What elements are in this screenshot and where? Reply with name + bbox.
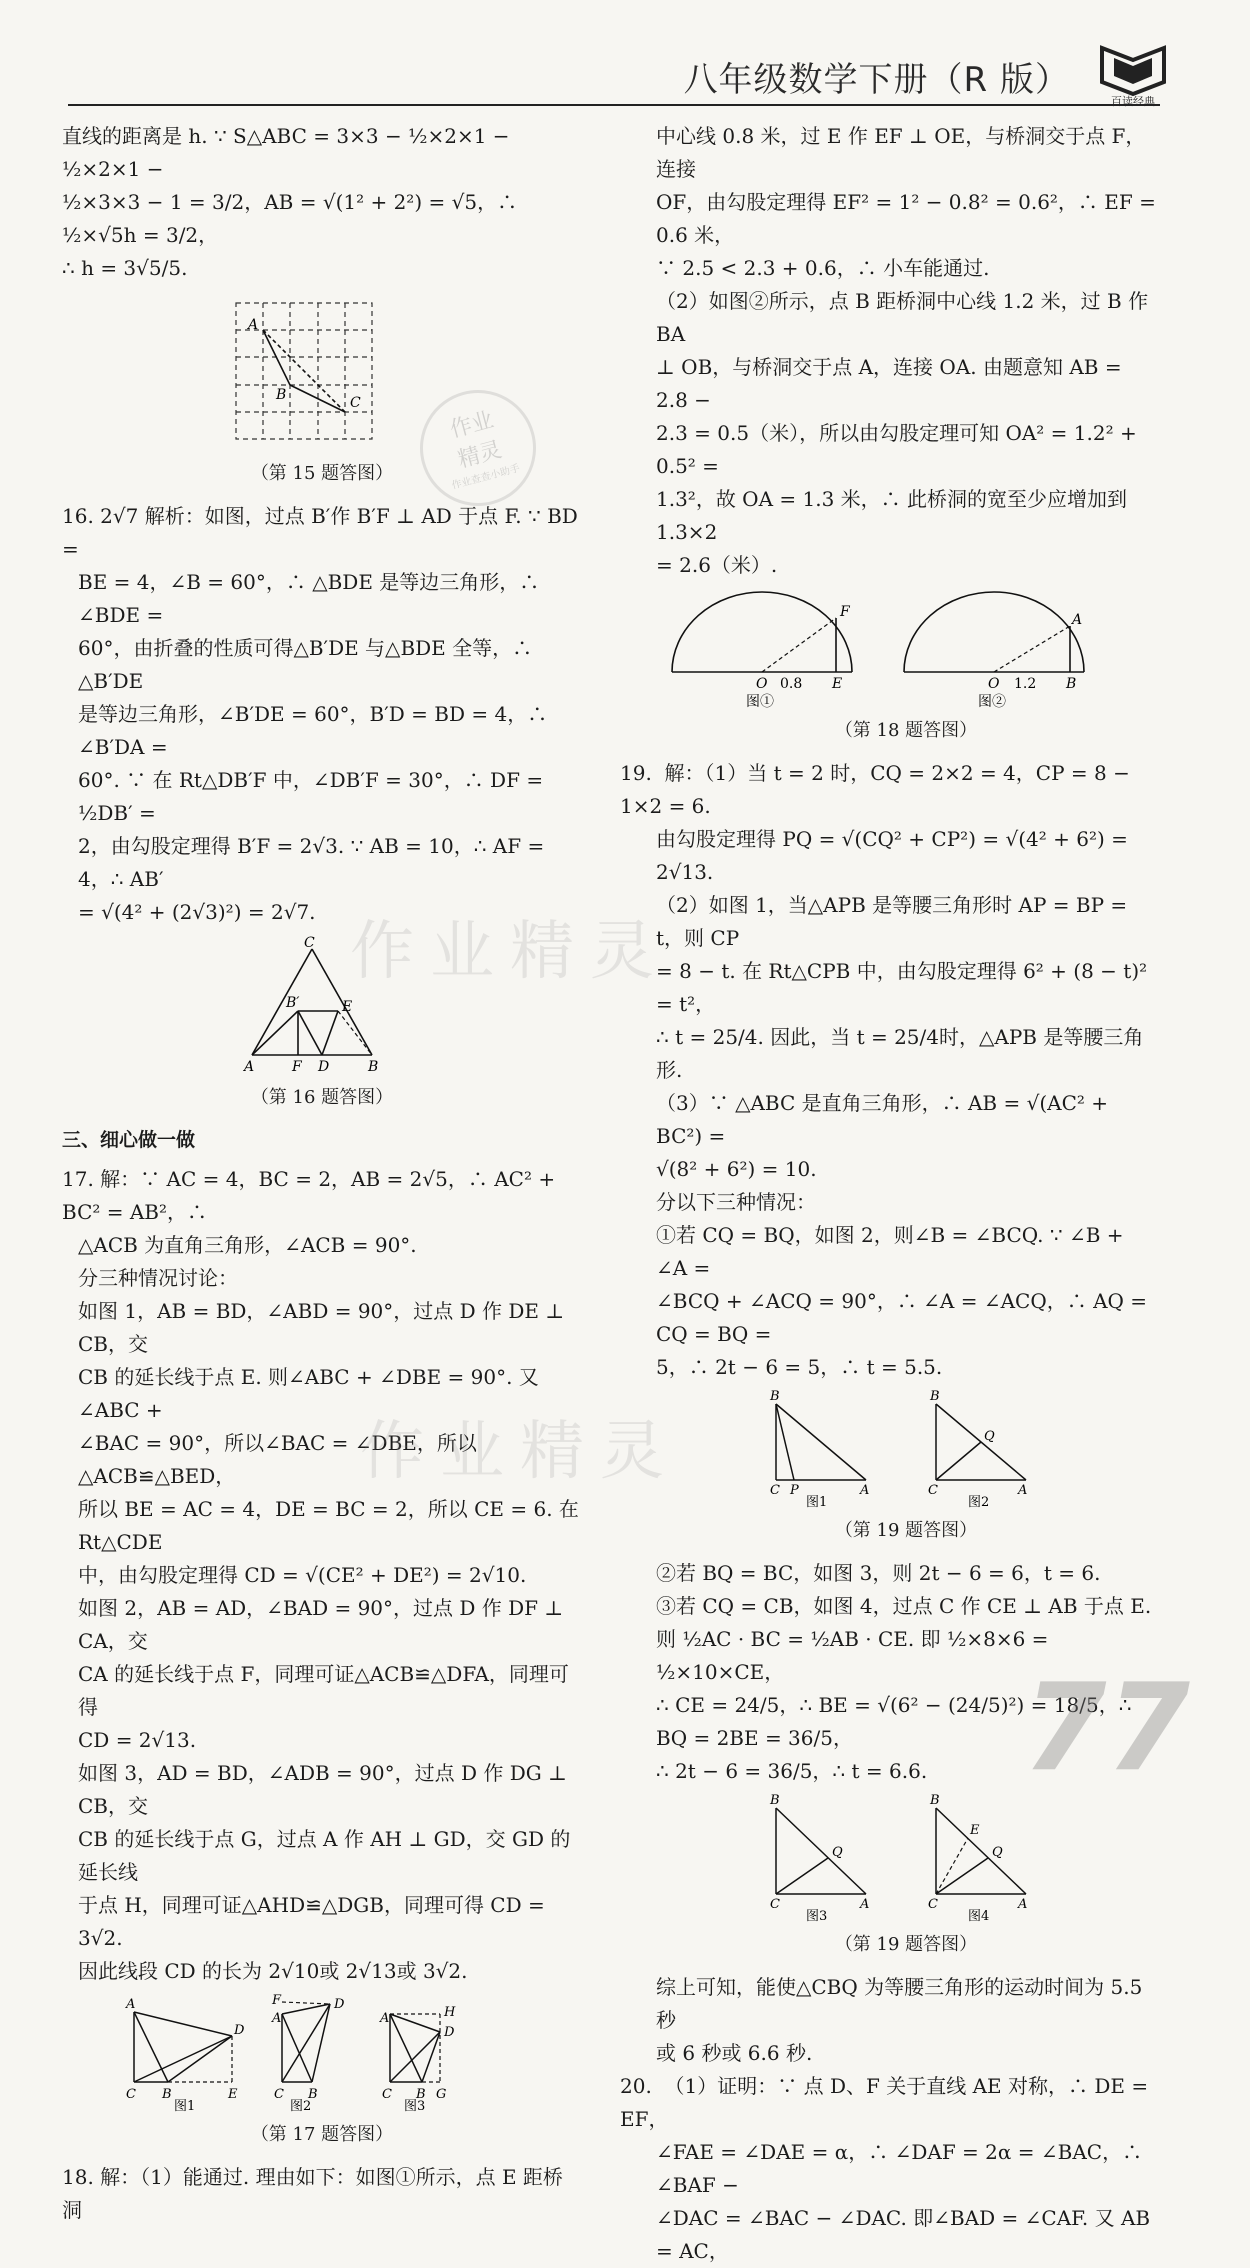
svg-text:B: B	[930, 1389, 940, 1404]
q18-line-1	[62, 2161, 582, 2227]
q18-line-7: 2.3 = 0.5（米），所以由勾股定理可知 OA² = 1.2² + 0.5² =	[656, 421, 1137, 478]
book-title: 八年级数学下册（R 版）	[683, 60, 1070, 100]
q19-line-14: 则 ½AC · BC = ½AB · CE. 即 ½×8×6 = ½×10×CE，	[656, 1627, 1049, 1684]
svg-text:P: P	[790, 1483, 799, 1498]
svg-text:A: A	[244, 1059, 255, 1075]
q19-line-18: 或 6 秒或 6.6 秒.	[656, 2041, 813, 2065]
q19-line-8: 分以下三种情况：	[656, 1190, 816, 1214]
q17-number: 17.	[62, 1167, 94, 1191]
q18-figures	[656, 588, 1156, 708]
svg-text:C: C	[928, 1897, 938, 1912]
q19-caption-a: （第 19 题答图）	[834, 1520, 978, 1541]
svg-text:A: A	[860, 1483, 870, 1498]
q17-caption: （第 17 题答图）	[250, 2124, 394, 2145]
q20-text-1: （1）证明：∵ 点 D、F 关于直线 AE 对称，∴ DE = EF，	[620, 2074, 1149, 2131]
q17-line-4: 如图 1，AB = BD，∠ABD = 90°，过点 D 作 DE ⊥ CB，交	[78, 1299, 565, 1356]
svg-text:A: A	[126, 1997, 136, 2012]
q17-line-12: 如图 3，AD = BD，∠ADB = 90°，过点 D 作 DG ⊥ CB，交	[78, 1761, 567, 1818]
q20-line-3: ∠DAC = ∠BAC − ∠DAC. 即∠BAD = ∠CAF. 又 AB = AC，	[656, 2206, 1151, 2263]
q19-line-1	[620, 757, 1156, 823]
q19-line-6: （3）∵ △ABC 是直角三角形，∴ AB = √(AC² + BC²) =	[656, 1091, 1109, 1148]
page-header	[0, 0, 1250, 112]
svg-text:B: B	[770, 1389, 780, 1404]
q19-line-7: √(8² + 6²) = 10.	[656, 1157, 817, 1181]
svg-text:E: E	[970, 1823, 980, 1838]
q20-line-2: ∠FAE = ∠DAE = α，∴ ∠DAF = 2α = ∠BAC，∴ ∠BAF −	[656, 2140, 1143, 2197]
q17-line-9: 如图 2，AB = AD，∠BAD = 90°，过点 D 作 DF ⊥ CA，交	[78, 1596, 564, 1653]
svg-text:B: B	[1066, 676, 1077, 692]
svg-text:D: D	[318, 1059, 330, 1075]
svg-text:B: B	[162, 2087, 172, 2102]
q17-diagrams	[122, 1994, 542, 2112]
svg-text:B: B	[368, 1059, 379, 1075]
svg-text:C: C	[126, 2087, 136, 2102]
q19-fig1-label: 图1	[806, 1495, 828, 1510]
q18-line-4: ∵ 2.5 < 2.3 + 0.6，∴ 小车能通过.	[656, 256, 990, 280]
q19-fig3-label: 图3	[806, 1909, 828, 1924]
q16-caption: （第 16 题答图）	[250, 1087, 394, 1108]
q18-bridge-diagrams	[656, 588, 1096, 708]
q15-line-3: ∴ h = 3√5/5.	[62, 256, 188, 280]
q18-line-2: 中心线 0.8 米，过 E 作 EF ⊥ OE，与桥洞交于点 F，连接	[656, 124, 1146, 181]
q19-figures-a	[756, 1390, 1156, 1508]
svg-text:B: B	[416, 2087, 426, 2102]
svg-text:A: A	[1018, 1897, 1028, 1912]
q19-line-17: 综上可知，能使△CBQ 为等腰三角形的运动时间为 5.5 秒	[656, 1975, 1143, 2032]
q17-line-7: 所以 BE = AC = 4，DE = BC = 2，所以 CE = 6. 在 Rt△CDE	[78, 1497, 579, 1554]
svg-text:F: F	[272, 1993, 282, 2008]
stamp-bottom-text: 作业查查小助手	[450, 463, 522, 492]
q19-number: 19.	[620, 761, 652, 785]
svg-text:C: C	[382, 2087, 392, 2102]
header-divider	[68, 104, 1160, 106]
q16-line-4: 是等边三角形，∠B′DE = 60°，B′D = BD = 4，∴ ∠B′DA =	[78, 702, 548, 759]
q19-line-10: ∠BCQ + ∠ACQ = 90°，∴ ∠A = ∠ACQ，∴ AQ = CQ = BQ =	[656, 1289, 1148, 1346]
q17-line-5: CB 的延长线于点 E. 则∠ABC + ∠DBE = 90°. 又∠ABC +	[78, 1365, 539, 1422]
q19-line-9: ①若 CQ = BQ，如图 2，则∠B = ∠BCQ. ∵ ∠B + ∠A =	[656, 1223, 1124, 1280]
q15-line-2: ½×3×3 − 1 = 3/2，AB = √(1² + 2²) = √5，∴ ½×√5h = 3/2，	[62, 190, 518, 247]
stamp-mid-text: 精灵	[455, 437, 505, 474]
svg-text:E: E	[228, 2087, 238, 2102]
q19-line-3: （2）如图 1，当△APB 是等腰三角形时 AP = BP = t，则 CP	[656, 893, 1128, 950]
svg-text:G: G	[436, 2087, 447, 2102]
svg-text:F: F	[292, 1059, 302, 1075]
svg-text:E: E	[342, 999, 353, 1015]
svg-text:Q: Q	[832, 1845, 843, 1860]
q16-line-3: 60°，由折叠的性质可得△B′DE 与△BDE 全等，∴ △B′DE	[78, 636, 533, 693]
svg-text:D: D	[444, 2025, 455, 2040]
svg-text:O: O	[756, 676, 768, 692]
section-3-heading: 三、细心做一做	[62, 1129, 196, 1151]
q17-fig2-label: 图2	[290, 2099, 312, 2114]
q15-caption: （第 15 题答图）	[250, 463, 394, 484]
q18-fig2-value: 1.2	[1014, 676, 1037, 692]
q17-line-2: △ACB 为直角三角形，∠ACB = 90°.	[78, 1233, 417, 1257]
svg-text:H: H	[444, 2005, 456, 2020]
q16-line-5: 60°. ∵ 在 Rt△DB′F 中，∠DB′F = 30°，∴ DF = ½DB′ =	[78, 768, 544, 825]
watermark-1: 作业精灵	[350, 915, 670, 989]
svg-text:A: A	[248, 317, 259, 333]
q18-line-9: = 2.6（米）.	[656, 553, 778, 577]
q16-line-6: 2，由勾股定理得 B′F = 2√3. ∵ AB = 10，∴ AF = 4，∴ AB′	[78, 834, 545, 891]
q19-line-2: 由勾股定理得 PQ = √(CQ² + CP²) = √(4² + 6²) = 2√13.	[656, 827, 1128, 884]
svg-text:C: C	[770, 1897, 780, 1912]
q18-fig1-value: 0.8	[780, 676, 803, 692]
q19-line-13: ③若 CQ = CB，如图 4，过点 C 作 CE ⊥ AB 于点 E.	[656, 1594, 1152, 1618]
q17-line-10: CA 的延长线于点 F，同理可证△ACB≌△DFA，同理可得	[78, 1662, 569, 1719]
svg-text:B′: B′	[286, 995, 300, 1011]
q18-text-1: 解：（1）能通过. 理由如下：如图①所示，点 E 距桥洞	[62, 2165, 563, 2222]
q19-line-4: = 8 − t. 在 Rt△CPB 中，由勾股定理得 6² + (8 − t)² = t²，	[656, 959, 1148, 1016]
q19-diagrams-1-2	[756, 1390, 1026, 1508]
q19-text-1: 解：（1）当 t = 2 时，CQ = 2×2 = 4，CP = 8 − 1×2 = 6.	[620, 761, 1130, 818]
svg-text:C: C	[350, 395, 361, 411]
q15-grid-diagram	[232, 299, 382, 449]
q18-line-8: 1.3²，故 OA = 1.3 米，∴ 此桥洞的宽至少应增加到 1.3×2	[656, 487, 1128, 544]
q17-line-6: ∠BAC = 90°，所以∠BAC = ∠DBE，所以△ACB≌△BED，	[78, 1431, 477, 1488]
q17-line-14: 于点 H，同理可证△AHD≌△DGB，同理可得 CD = 3√2.	[78, 1893, 545, 1950]
q17-line-8: 中，由勾股定理得 CD = √(CE² + DE²) = 2√10.	[78, 1563, 527, 1587]
q17-text-1: 解：∵ AC = 4，BC = 2，AB = 2√5，∴ AC² + BC² = AB²，∴	[62, 1167, 556, 1224]
q20-number: 20.	[620, 2074, 652, 2098]
svg-text:E: E	[832, 676, 843, 692]
q16-triangle-diagram	[242, 935, 392, 1075]
publisher-logo-icon	[1094, 42, 1172, 108]
q18-caption: （第 18 题答图）	[834, 720, 978, 741]
q16-text-1: 2√7 解析：如图，过点 B′作 B′F ⊥ AD 于点 F. ∵ BD =	[62, 504, 578, 561]
q16-number: 16.	[62, 504, 94, 528]
q16-line-2: BE = 4，∠B = 60°，∴ △BDE 是等边三角形，∴ ∠BDE =	[78, 570, 540, 627]
svg-text:O: O	[988, 676, 1000, 692]
q17-figures	[122, 1994, 582, 2112]
q19-caption-b: （第 19 题答图）	[834, 1934, 978, 1955]
svg-text:D: D	[234, 2023, 245, 2038]
q20-line-1	[620, 2070, 1156, 2136]
svg-text:C: C	[770, 1483, 780, 1498]
q16-line-1	[62, 500, 582, 566]
q15-line-1: 直线的距离是 h. ∵ S△ABC = 3×3 − ½×2×1 − ½×2×1 −	[62, 124, 510, 181]
svg-text:B: B	[770, 1793, 780, 1808]
q17-line-11: CD = 2√13.	[78, 1728, 197, 1752]
q19-fig4-label: 图4	[968, 1909, 990, 1924]
q19-fig2-label: 图2	[968, 1495, 990, 1510]
q16-figure	[242, 935, 582, 1075]
right-column	[620, 120, 1156, 2268]
svg-text:C: C	[304, 935, 315, 951]
page-number: 77	[1023, 1659, 1190, 1798]
svg-text:A: A	[1072, 612, 1083, 628]
q19-line-5: ∴ t = 25/4. 因此，当 t = 25/4时，△APB 是等腰三角形.	[656, 1025, 1144, 1082]
q19-figures-b	[756, 1794, 1156, 1922]
q18-fig1-label: 图①	[746, 694, 774, 710]
q16-line-7: = √(4² + (2√3)²) = 2√7.	[78, 900, 316, 924]
svg-text:B: B	[308, 2087, 318, 2102]
svg-text:A: A	[272, 2011, 282, 2026]
q18-number: 18.	[62, 2165, 94, 2189]
q19-line-16: ∴ 2t − 6 = 36/5，∴ t = 6.6.	[656, 1759, 928, 1783]
q18-line-5: （2）如图②所示，点 B 距桥洞中心线 1.2 米，过 B 作 BA	[656, 289, 1149, 346]
svg-text:A: A	[860, 1897, 870, 1912]
q17-line-13: CB 的延长线于点 G，过点 A 作 AH ⊥ GD，交 GD 的延长线	[78, 1827, 571, 1884]
q17-line-15: 因此线段 CD 的长为 2√10或 2√13或 3√2.	[78, 1959, 468, 1983]
svg-text:A: A	[380, 2011, 390, 2026]
q19-diagrams-3-4	[756, 1794, 1026, 1922]
svg-text:D: D	[334, 1997, 345, 2012]
q19-line-11: 5，∴ 2t − 6 = 5，∴ t = 5.5.	[656, 1355, 943, 1379]
svg-text:C: C	[274, 2087, 284, 2102]
svg-text:B: B	[930, 1793, 940, 1808]
svg-text:C: C	[928, 1483, 938, 1498]
watermark-2: 作业精灵	[360, 1415, 680, 1489]
svg-text:Q: Q	[992, 1845, 1003, 1860]
svg-text:A: A	[1018, 1483, 1028, 1498]
q17-line-3: 分三种情况讨论：	[78, 1266, 238, 1290]
q18-line-3: OF，由勾股定理得 EF² = 1² − 0.8² = 0.6²，∴ EF = 0.6 米，	[656, 190, 1156, 247]
svg-text:Q: Q	[984, 1429, 995, 1444]
svg-text:F: F	[840, 604, 850, 620]
q19-line-15: ∴ CE = 24/5，∴ BE = √(6² − (24/5)²) = 18/5，∴ BQ = 2BE = 36/5，	[656, 1693, 1132, 1750]
q19-line-12: ②若 BQ = BC，如图 3，则 2t − 6 = 6，t = 6.	[656, 1561, 1101, 1585]
q17-fig3-label: 图3	[404, 2099, 426, 2114]
logo-text: 百读经典	[1111, 95, 1155, 108]
stamp-top-text: 作业	[447, 407, 497, 444]
q18-line-6: ⊥ OB，与桥洞交于点 A，连接 OA. 由题意知 AB = 2.8 −	[656, 355, 1122, 412]
q18-fig2-label: 图②	[978, 694, 1006, 710]
svg-text:B: B	[276, 387, 287, 403]
q17-line-1	[62, 1163, 582, 1229]
q17-fig1-label: 图1	[174, 2099, 196, 2114]
